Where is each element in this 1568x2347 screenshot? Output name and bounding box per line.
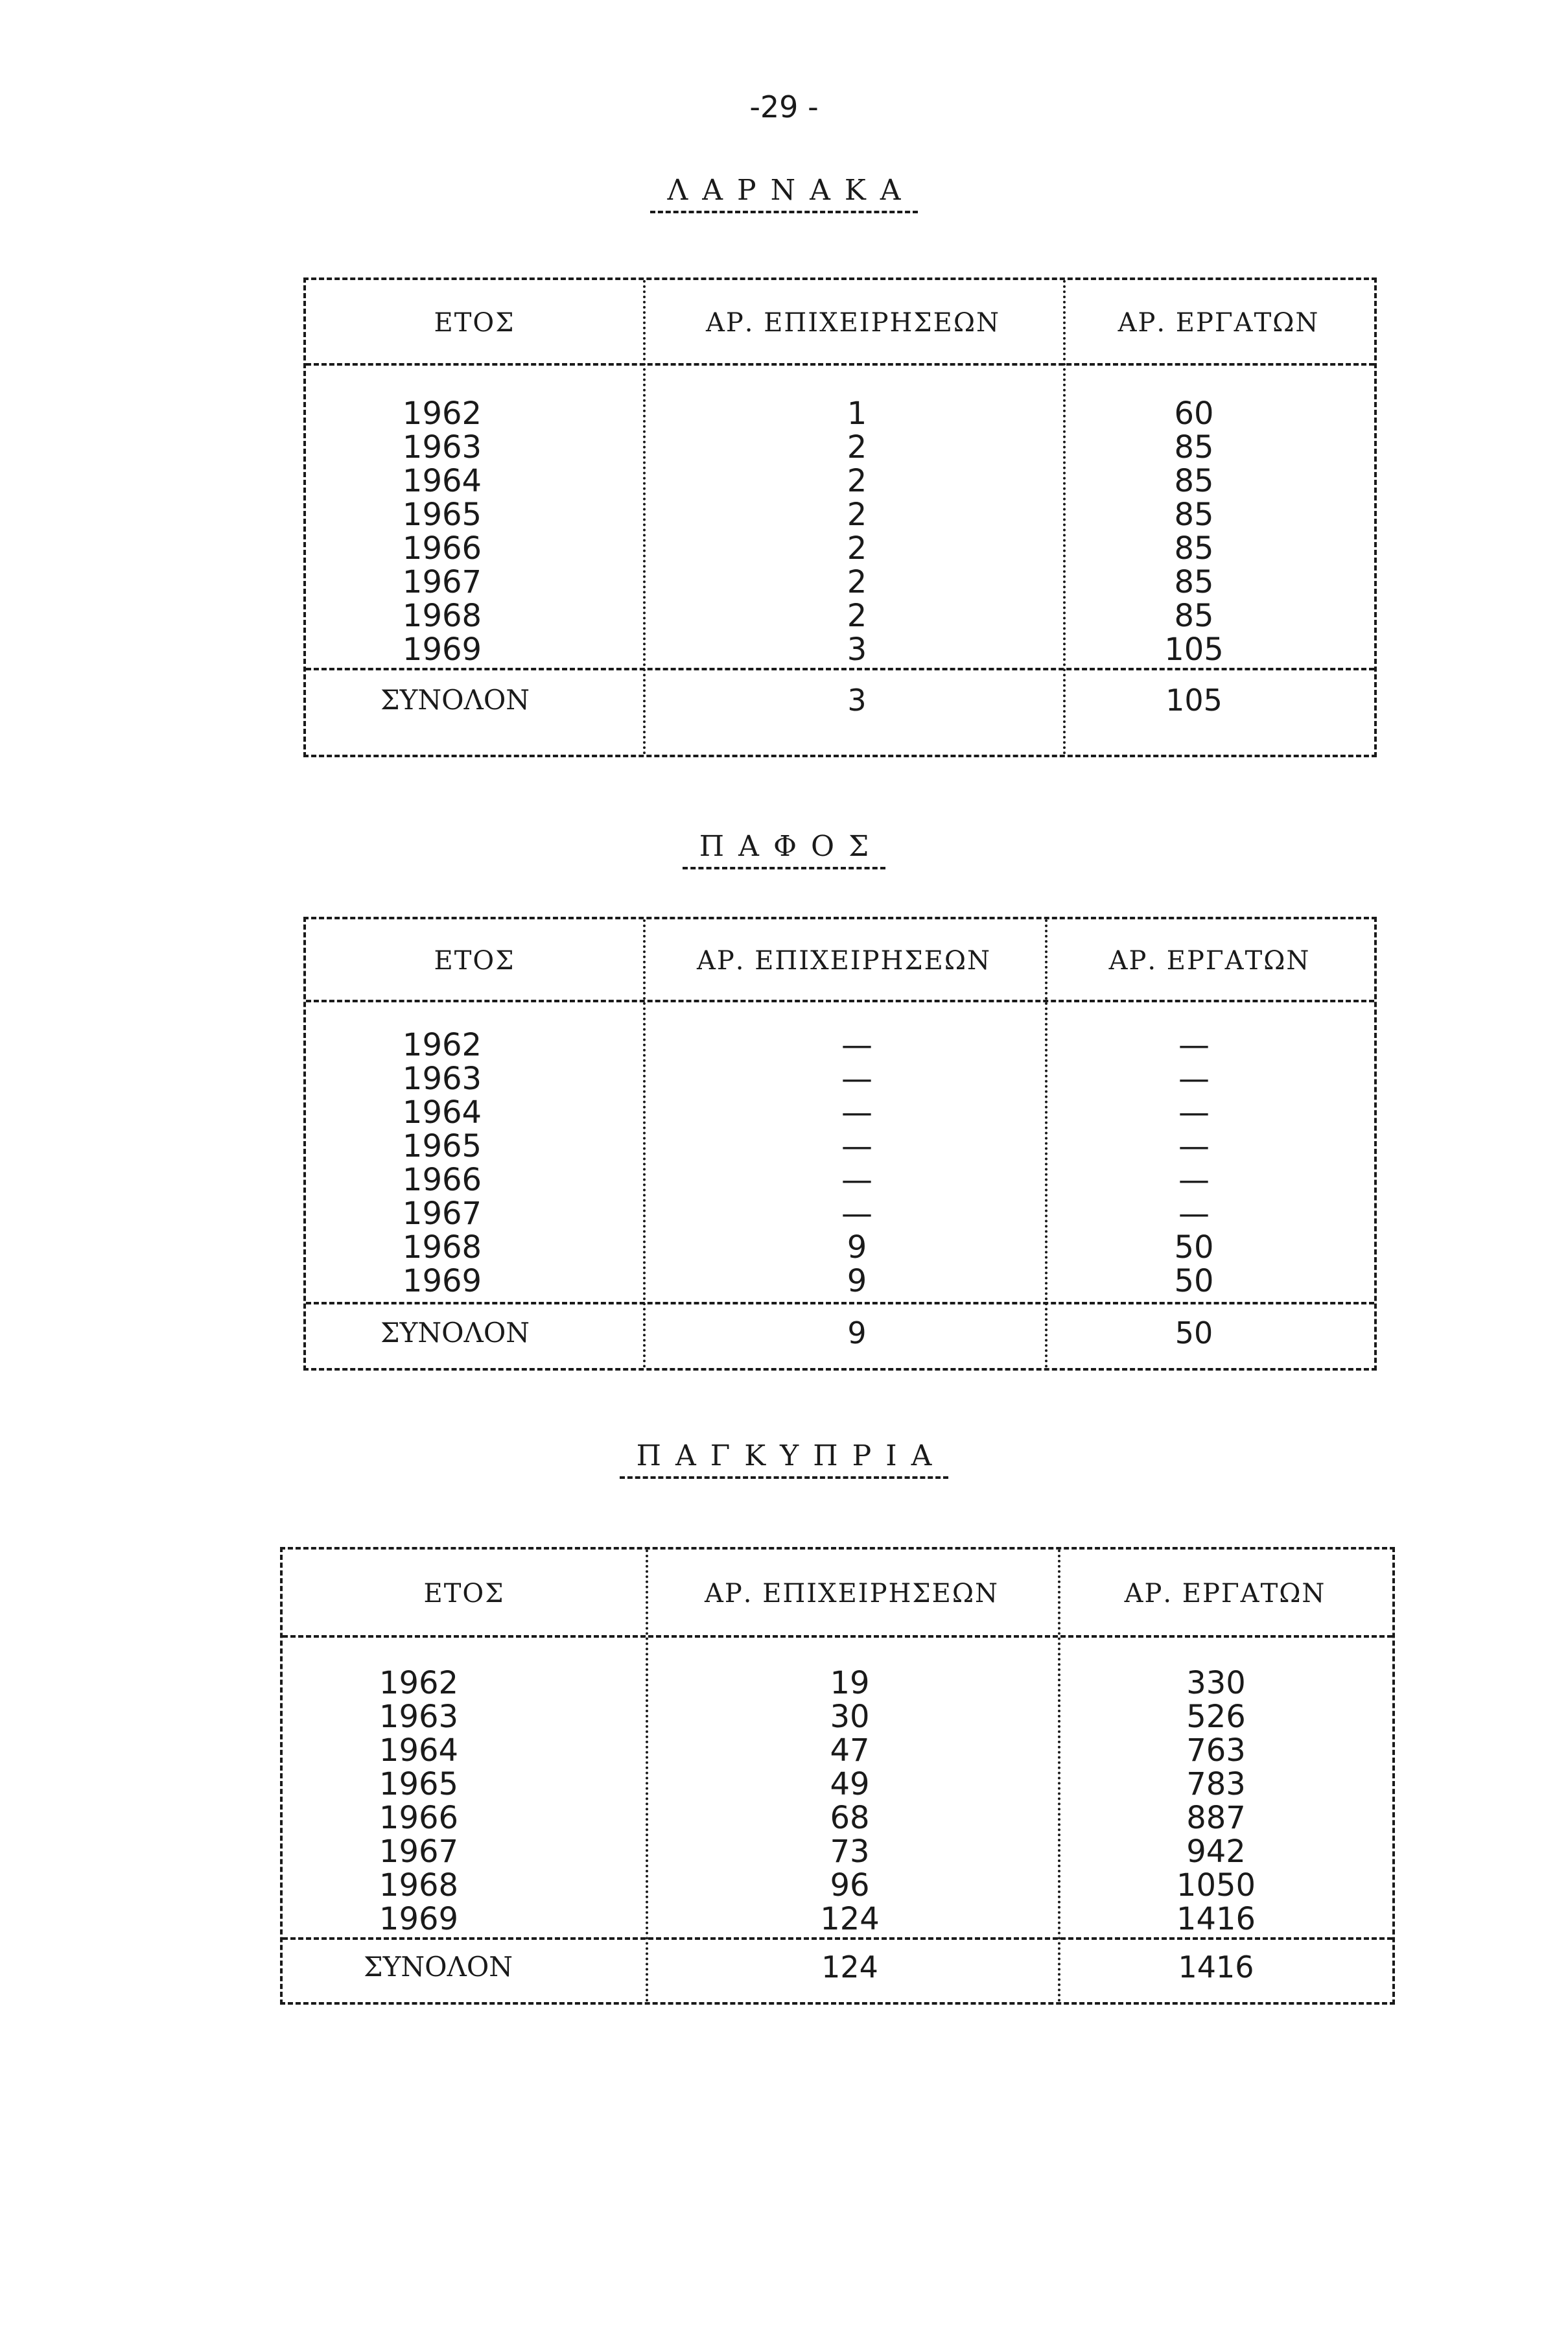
workers-cell: 85 (1174, 564, 1214, 600)
year-cell: 1966 (379, 1800, 459, 1836)
firms-cell: 68 (830, 1800, 870, 1836)
column-firms (773, 1028, 941, 1298)
firms-cell: — (841, 1061, 872, 1097)
firms-cell: 2 (847, 530, 867, 567)
table-pafos (303, 917, 1377, 1371)
year-cell: 1962 (379, 1665, 459, 1701)
firms-cell: 30 (830, 1699, 870, 1735)
total-label: ΣΥΝΟΛΟΝ (380, 684, 530, 716)
table-header-row (306, 280, 1374, 366)
year-cell: 1966 (402, 1162, 482, 1198)
workers-cell: — (1178, 1094, 1210, 1131)
workers-cell: 1050 (1176, 1867, 1256, 1904)
workers-cell: — (1178, 1162, 1210, 1198)
column-firms (773, 397, 941, 666)
page-number: -29 - (749, 89, 819, 124)
workers-cell: 60 (1174, 395, 1214, 432)
workers-cell: 85 (1174, 598, 1214, 634)
firms-cell: 47 (830, 1732, 870, 1769)
column-years (345, 397, 539, 666)
year-cell: 1968 (402, 1229, 482, 1266)
year-cell: 1964 (379, 1732, 459, 1769)
workers-cell: — (1178, 1196, 1210, 1232)
workers-cell: 1416 (1176, 1901, 1256, 1937)
workers-cell: — (1178, 1128, 1210, 1164)
workers-cell: 942 (1186, 1834, 1246, 1870)
total-workers: 1416 (1178, 1950, 1254, 1985)
firms-cell: 3 (847, 631, 867, 668)
firms-cell: 49 (830, 1766, 870, 1802)
header-year: ΕΤΟΣ (423, 1579, 505, 1609)
total-firms: 3 (847, 683, 867, 718)
year-cell: 1968 (379, 1867, 459, 1904)
header-workers: ΑΡ. ΕΡΓΑΤΩΝ (1108, 946, 1311, 976)
firms-cell: — (841, 1027, 872, 1063)
header-workers: ΑΡ. ΕΡΓΑΤΩΝ (1117, 308, 1320, 338)
section-title-pafos (0, 830, 1568, 863)
workers-cell: 763 (1186, 1732, 1246, 1769)
workers-cell: 85 (1174, 463, 1214, 499)
total-workers: 50 (1175, 1315, 1213, 1350)
workers-cell: 526 (1186, 1699, 1246, 1735)
total-firms: 9 (847, 1315, 867, 1350)
firms-cell: — (841, 1094, 872, 1131)
firms-cell: 96 (830, 1867, 870, 1904)
header-firms: ΑΡ. ΕΠΙΧΕΙΡΗΣΕΩΝ (705, 308, 1001, 338)
section-title-text: ΛΑΡΝΑΚΑ (650, 174, 917, 213)
header-year: ΕΤΟΣ (434, 946, 515, 976)
table-larnaka (303, 277, 1377, 757)
column-divider (1058, 1550, 1060, 2002)
year-cell: 1969 (402, 1263, 482, 1299)
firms-cell: 2 (847, 463, 867, 499)
workers-cell: 85 (1174, 429, 1214, 466)
workers-cell: 330 (1186, 1665, 1246, 1701)
workers-cell: — (1178, 1027, 1210, 1063)
section-title-larnaka (0, 174, 1568, 207)
column-divider (646, 1550, 648, 2002)
firms-cell: 2 (847, 429, 867, 466)
workers-cell: — (1178, 1061, 1210, 1097)
column-divider (643, 919, 646, 1368)
workers-cell: 50 (1174, 1263, 1214, 1299)
total-label: ΣΥΝΟΛΟΝ (363, 1951, 513, 1983)
total-firms: 124 (821, 1950, 878, 1985)
header-firms: ΑΡ. ΕΠΙΧΕΙΡΗΣΕΩΝ (704, 1579, 1000, 1609)
workers-cell: 50 (1174, 1229, 1214, 1266)
year-cell: 1967 (402, 564, 482, 600)
section-title-text: ΠΑΓΚΥΠΡΙΑ (620, 1439, 949, 1479)
year-cell: 1967 (379, 1834, 459, 1870)
section-title-pagkypria (0, 1439, 1568, 1472)
firms-cell: 2 (847, 497, 867, 533)
firms-cell: 2 (847, 564, 867, 600)
year-cell: 1962 (402, 395, 482, 432)
year-cell: 1963 (402, 429, 482, 466)
workers-cell: 783 (1186, 1766, 1246, 1802)
year-cell: 1967 (402, 1196, 482, 1232)
year-cell: 1965 (402, 497, 482, 533)
firms-cell: — (841, 1128, 872, 1164)
firms-cell: — (841, 1196, 872, 1232)
section-title-text: ΠΑΦΟΣ (683, 830, 885, 869)
year-cell: 1965 (379, 1766, 459, 1802)
total-separator (306, 1302, 1374, 1304)
column-workers (1119, 1666, 1313, 1936)
column-workers (1110, 397, 1278, 666)
year-cell: 1969 (402, 631, 482, 668)
year-cell: 1966 (402, 530, 482, 567)
firms-cell: 73 (830, 1834, 870, 1870)
table-pagkypria (280, 1547, 1395, 2005)
firms-cell: 19 (830, 1665, 870, 1701)
workers-cell: 85 (1174, 530, 1214, 567)
year-cell: 1963 (402, 1061, 482, 1097)
column-divider (1045, 919, 1047, 1368)
column-firms (756, 1666, 944, 1936)
total-separator (306, 668, 1374, 670)
total-label: ΣΥΝΟΛΟΝ (380, 1317, 530, 1349)
year-cell: 1963 (379, 1699, 459, 1735)
column-years (322, 1666, 516, 1936)
header-firms: ΑΡ. ΕΠΙΧΕΙΡΗΣΕΩΝ (696, 946, 992, 976)
total-separator (283, 1937, 1392, 1940)
firms-cell: 2 (847, 598, 867, 634)
column-divider (643, 280, 646, 755)
year-cell: 1962 (402, 1027, 482, 1063)
year-cell: 1965 (402, 1128, 482, 1164)
firms-cell: 9 (847, 1229, 867, 1266)
year-cell: 1968 (402, 598, 482, 634)
workers-cell: 105 (1164, 631, 1224, 668)
table-header-row (306, 919, 1374, 1002)
header-year: ΕΤΟΣ (434, 308, 515, 338)
table-header-row (283, 1550, 1392, 1638)
firms-cell: — (841, 1162, 872, 1198)
column-workers (1110, 1028, 1278, 1298)
total-workers: 105 (1165, 683, 1223, 718)
firms-cell: 1 (847, 395, 867, 432)
firms-cell: 9 (847, 1263, 867, 1299)
workers-cell: 85 (1174, 497, 1214, 533)
firms-cell: 124 (820, 1901, 880, 1937)
column-divider (1063, 280, 1066, 755)
year-cell: 1964 (402, 463, 482, 499)
year-cell: 1969 (379, 1901, 459, 1937)
column-years (345, 1028, 539, 1298)
header-workers: ΑΡ. ΕΡΓΑΤΩΝ (1124, 1579, 1326, 1609)
year-cell: 1964 (402, 1094, 482, 1131)
workers-cell: 887 (1186, 1800, 1246, 1836)
